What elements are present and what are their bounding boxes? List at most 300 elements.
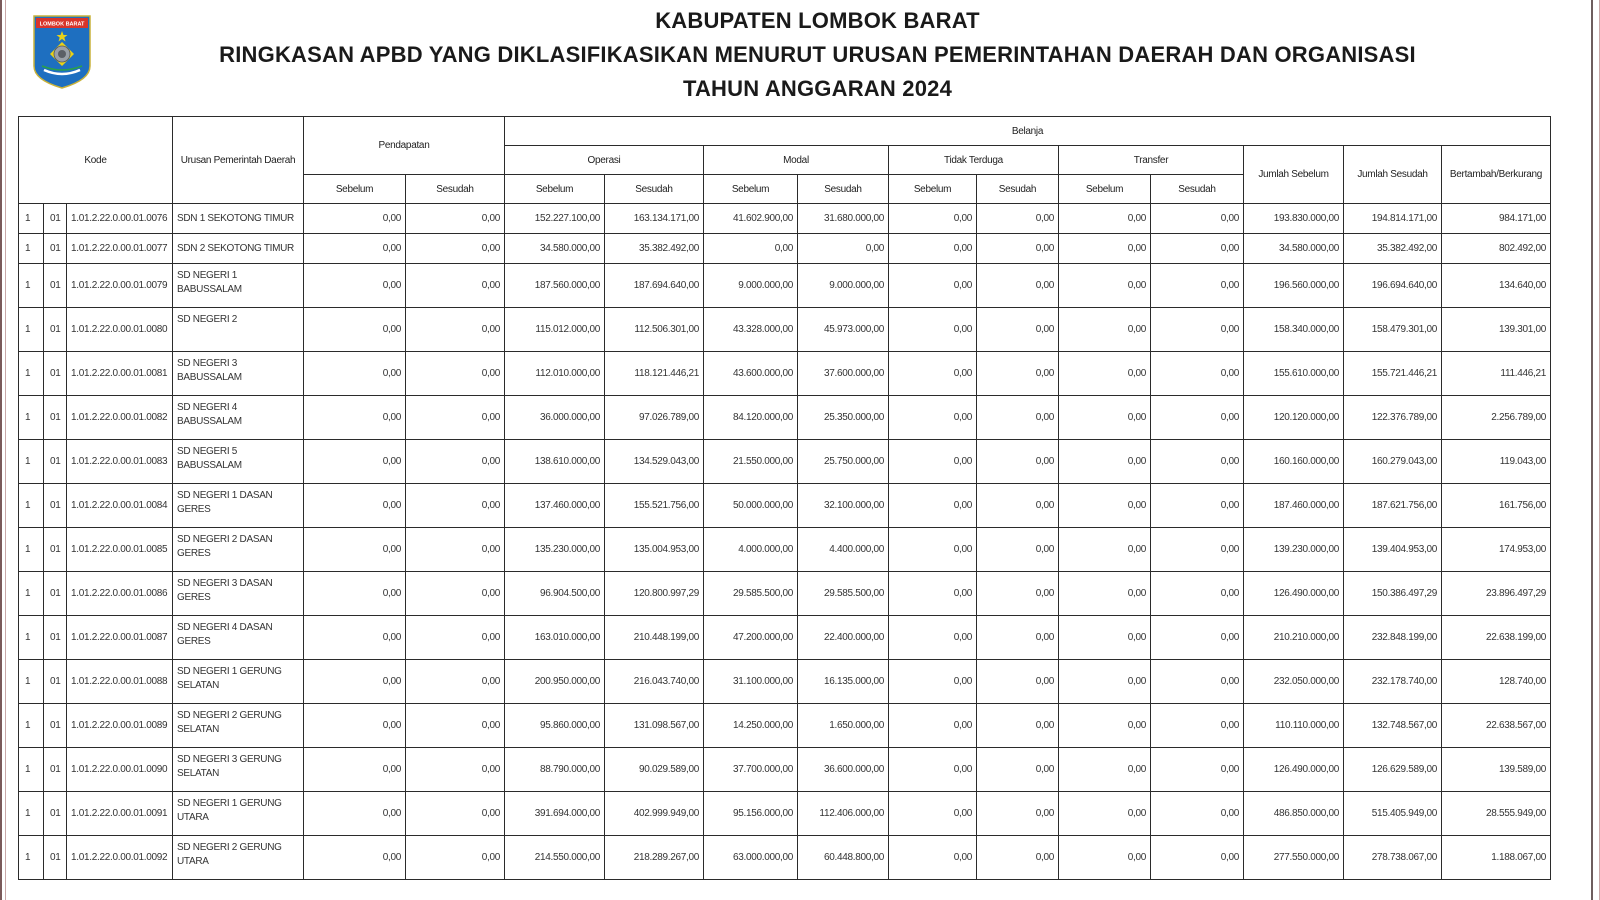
col-transfer-sesudah: 0,00 [1151,308,1244,352]
col-bertambah-berkurang: 23.896.497,29 [1442,572,1551,616]
col-bidang-code: 01 [44,352,67,396]
header-modal-sesudah: Sesudah [798,175,889,204]
col-operasi-sesudah: 187.694.640,00 [605,264,704,308]
col-transfer-sebelum: 0,00 [1059,396,1151,440]
header-operasi-sesudah: Sesudah [605,175,704,204]
col-operasi-sebelum: 214.550.000,00 [505,836,605,880]
header-transfer-sesudah: Sesudah [1151,175,1244,204]
col-modal-sesudah: 16.135.000,00 [798,660,889,704]
col-kode: 1.01.2.22.0.00.01.0084 [67,484,173,528]
lombok-barat-emblem-icon [32,14,92,90]
col-modal-sebelum: 47.200.000,00 [704,616,798,660]
col-pendapatan-sesudah: 0,00 [406,352,505,396]
col-operasi-sesudah: 35.382.492,00 [605,234,704,264]
col-bidang-code: 01 [44,616,67,660]
col-bertambah-berkurang: 22.638.567,00 [1442,704,1551,748]
col-transfer-sesudah: 0,00 [1151,836,1244,880]
col-operasi-sesudah: 131.098.567,00 [605,704,704,748]
header-operasi: Operasi [505,146,704,175]
col-modal-sesudah: 4.400.000,00 [798,528,889,572]
col-transfer-sesudah: 0,00 [1151,440,1244,484]
col-modal-sesudah: 29.585.500,00 [798,572,889,616]
col-jumlah-sebelum: 155.610.000,00 [1244,352,1344,396]
col-tidak-terduga-sesudah: 0,00 [977,572,1059,616]
col-urusan-name: SD NEGERI 3 GERUNG SELATAN [173,748,304,792]
col-pendapatan-sebelum: 0,00 [304,660,406,704]
col-urusan-name: SD NEGERI 2 GERUNG UTARA [173,836,304,880]
col-urusan-code: 1 [19,748,44,792]
col-tidak-terduga-sebelum: 0,00 [889,308,977,352]
col-bidang-code: 01 [44,572,67,616]
page-edge-left [0,0,6,900]
table-row [19,792,1551,836]
col-pendapatan-sebelum: 0,00 [304,396,406,440]
col-operasi-sebelum: 135.230.000,00 [505,528,605,572]
col-bidang-code: 01 [44,396,67,440]
col-tidak-terduga-sebelum: 0,00 [889,616,977,660]
col-operasi-sebelum: 152.227.100,00 [505,204,605,234]
col-bertambah-berkurang: 802.492,00 [1442,234,1551,264]
col-transfer-sebelum: 0,00 [1059,704,1151,748]
col-urusan-name: SD NEGERI 1 GERUNG UTARA [173,792,304,836]
col-jumlah-sebelum: 126.490.000,00 [1244,748,1344,792]
col-jumlah-sesudah: 160.279.043,00 [1344,440,1442,484]
col-urusan-code: 1 [19,704,44,748]
col-kode: 1.01.2.22.0.00.01.0080 [67,308,173,352]
header-jumlah-sesudah: Jumlah Sesudah [1344,146,1442,204]
header-pendapatan-sebelum: Sebelum [304,175,406,204]
col-bertambah-berkurang: 174.953,00 [1442,528,1551,572]
col-tidak-terduga-sesudah: 0,00 [977,396,1059,440]
col-pendapatan-sesudah: 0,00 [406,748,505,792]
table-row [19,572,1551,616]
col-pendapatan-sesudah: 0,00 [406,616,505,660]
header-transfer: Transfer [1059,146,1244,175]
title-line-year: TAHUN ANGGARAN 2024 [682,76,953,101]
col-transfer-sebelum: 0,00 [1059,352,1151,396]
col-transfer-sebelum: 0,00 [1059,204,1151,234]
col-modal-sebelum: 43.600.000,00 [704,352,798,396]
col-urusan-code: 1 [19,352,44,396]
col-jumlah-sebelum: 34.580.000,00 [1244,234,1344,264]
col-modal-sebelum: 9.000.000,00 [704,264,798,308]
col-jumlah-sesudah: 194.814.171,00 [1344,204,1442,234]
col-tidak-terduga-sesudah: 0,00 [977,234,1059,264]
col-bertambah-berkurang: 161.756,00 [1442,484,1551,528]
col-modal-sesudah: 0,00 [798,234,889,264]
col-bidang-code: 01 [44,528,67,572]
col-modal-sebelum: 37.700.000,00 [704,748,798,792]
table-row [19,616,1551,660]
col-operasi-sesudah: 90.029.589,00 [605,748,704,792]
col-modal-sebelum: 63.000.000,00 [704,836,798,880]
col-pendapatan-sebelum: 0,00 [304,352,406,396]
col-pendapatan-sesudah: 0,00 [406,204,505,234]
col-urusan-code: 1 [19,616,44,660]
col-operasi-sesudah: 135.004.953,00 [605,528,704,572]
col-transfer-sebelum: 0,00 [1059,792,1151,836]
col-jumlah-sesudah: 232.848.199,00 [1344,616,1442,660]
col-pendapatan-sebelum: 0,00 [304,528,406,572]
col-urusan-code: 1 [19,264,44,308]
col-tidak-terduga-sesudah: 0,00 [977,792,1059,836]
col-tidak-terduga-sebelum: 0,00 [889,352,977,396]
col-tidak-terduga-sesudah: 0,00 [977,660,1059,704]
col-pendapatan-sesudah: 0,00 [406,792,505,836]
col-urusan-code: 1 [19,440,44,484]
col-jumlah-sesudah: 122.376.789,00 [1344,396,1442,440]
col-modal-sesudah: 60.448.800,00 [798,836,889,880]
col-operasi-sesudah: 216.043.740,00 [605,660,704,704]
apbd-summary-table [18,116,1551,880]
col-jumlah-sesudah: 158.479.301,00 [1344,308,1442,352]
col-modal-sebelum: 84.120.000,00 [704,396,798,440]
col-tidak-terduga-sebelum: 0,00 [889,792,977,836]
col-tidak-terduga-sebelum: 0,00 [889,396,977,440]
col-modal-sesudah: 9.000.000,00 [798,264,889,308]
col-jumlah-sebelum: 110.110.000,00 [1244,704,1344,748]
col-jumlah-sesudah: 232.178.740,00 [1344,660,1442,704]
col-operasi-sesudah: 210.448.199,00 [605,616,704,660]
header-urusan: Urusan Pemerintah Daerah [173,117,304,204]
col-modal-sesudah: 25.750.000,00 [798,440,889,484]
col-tidak-terduga-sesudah: 0,00 [977,528,1059,572]
col-transfer-sesudah: 0,00 [1151,396,1244,440]
col-kode: 1.01.2.22.0.00.01.0089 [67,704,173,748]
header-modal-sebelum: Sebelum [704,175,798,204]
col-pendapatan-sebelum: 0,00 [304,748,406,792]
col-modal-sebelum: 0,00 [704,234,798,264]
col-transfer-sebelum: 0,00 [1059,308,1151,352]
table-row [19,660,1551,704]
col-jumlah-sebelum: 139.230.000,00 [1244,528,1344,572]
col-pendapatan-sebelum: 0,00 [304,836,406,880]
col-kode: 1.01.2.22.0.00.01.0087 [67,616,173,660]
col-urusan-name: SD NEGERI 4 BABUSSALAM [173,396,304,440]
table-row [19,748,1551,792]
col-urusan-name: SDN 1 SEKOTONG TIMUR [173,204,304,234]
col-tidak-terduga-sebelum: 0,00 [889,660,977,704]
col-kode: 1.01.2.22.0.00.01.0085 [67,528,173,572]
col-kode: 1.01.2.22.0.00.01.0092 [67,836,173,880]
col-transfer-sebelum: 0,00 [1059,264,1151,308]
col-pendapatan-sesudah: 0,00 [406,308,505,352]
col-pendapatan-sebelum: 0,00 [304,308,406,352]
col-modal-sebelum: 50.000.000,00 [704,484,798,528]
col-tidak-terduga-sebelum: 0,00 [889,264,977,308]
col-transfer-sesudah: 0,00 [1151,704,1244,748]
col-bidang-code: 01 [44,264,67,308]
col-transfer-sebelum: 0,00 [1059,748,1151,792]
col-kode: 1.01.2.22.0.00.01.0091 [67,792,173,836]
col-tidak-terduga-sebelum: 0,00 [889,572,977,616]
col-jumlah-sesudah: 35.382.492,00 [1344,234,1442,264]
col-jumlah-sesudah: 515.405.949,00 [1344,792,1442,836]
col-pendapatan-sebelum: 0,00 [304,264,406,308]
col-bertambah-berkurang: 134.640,00 [1442,264,1551,308]
col-transfer-sesudah: 0,00 [1151,748,1244,792]
col-operasi-sebelum: 163.010.000,00 [505,616,605,660]
col-tidak-terduga-sesudah: 0,00 [977,704,1059,748]
col-jumlah-sesudah: 132.748.567,00 [1344,704,1442,748]
col-jumlah-sebelum: 193.830.000,00 [1244,204,1344,234]
col-bidang-code: 01 [44,308,67,352]
col-bertambah-berkurang: 1.188.067,00 [1442,836,1551,880]
col-kode: 1.01.2.22.0.00.01.0081 [67,352,173,396]
col-pendapatan-sebelum: 0,00 [304,440,406,484]
col-transfer-sebelum: 0,00 [1059,660,1151,704]
col-urusan-code: 1 [19,308,44,352]
col-bertambah-berkurang: 128.740,00 [1442,660,1551,704]
col-operasi-sesudah: 155.521.756,00 [605,484,704,528]
table-row [19,308,1551,352]
col-pendapatan-sebelum: 0,00 [304,572,406,616]
col-pendapatan-sebelum: 0,00 [304,484,406,528]
col-pendapatan-sebelum: 0,00 [304,616,406,660]
col-urusan-code: 1 [19,234,44,264]
col-tidak-terduga-sesudah: 0,00 [977,352,1059,396]
col-urusan-name: SD NEGERI 1 GERUNG SELATAN [173,660,304,704]
table-row [19,704,1551,748]
col-jumlah-sesudah: 139.404.953,00 [1344,528,1442,572]
col-kode: 1.01.2.22.0.00.01.0082 [67,396,173,440]
col-jumlah-sebelum: 232.050.000,00 [1244,660,1344,704]
table-row [19,528,1551,572]
header-tidak-terduga: Tidak Terduga [889,146,1059,175]
col-modal-sesudah: 22.400.000,00 [798,616,889,660]
col-tidak-terduga-sesudah: 0,00 [977,836,1059,880]
col-urusan-name: SD NEGERI 1 BABUSSALAM [173,264,304,308]
col-pendapatan-sesudah: 0,00 [406,440,505,484]
col-bidang-code: 01 [44,204,67,234]
col-bertambah-berkurang: 119.043,00 [1442,440,1551,484]
col-modal-sesudah: 45.973.000,00 [798,308,889,352]
col-operasi-sesudah: 218.289.267,00 [605,836,704,880]
col-operasi-sebelum: 36.000.000,00 [505,396,605,440]
col-modal-sebelum: 31.100.000,00 [704,660,798,704]
col-bidang-code: 01 [44,704,67,748]
col-operasi-sebelum: 115.012.000,00 [505,308,605,352]
col-kode: 1.01.2.22.0.00.01.0088 [67,660,173,704]
col-operasi-sesudah: 402.999.949,00 [605,792,704,836]
col-urusan-code: 1 [19,204,44,234]
col-urusan-code: 1 [19,572,44,616]
header-operasi-sebelum: Sebelum [505,175,605,204]
header-bertambah-berkurang: Bertambah/Berkurang [1442,146,1551,204]
col-jumlah-sebelum: 210.210.000,00 [1244,616,1344,660]
col-modal-sesudah: 32.100.000,00 [798,484,889,528]
table-row [19,352,1551,396]
col-modal-sebelum: 43.328.000,00 [704,308,798,352]
table-row [19,396,1551,440]
col-modal-sesudah: 31.680.000,00 [798,204,889,234]
header-pendapatan: Pendapatan [304,117,505,175]
col-urusan-code: 1 [19,484,44,528]
col-operasi-sebelum: 88.790.000,00 [505,748,605,792]
col-bertambah-berkurang: 984.171,00 [1442,204,1551,234]
col-modal-sebelum: 95.156.000,00 [704,792,798,836]
col-pendapatan-sesudah: 0,00 [406,396,505,440]
col-urusan-name: SD NEGERI 3 BABUSSALAM [173,352,304,396]
col-transfer-sesudah: 0,00 [1151,204,1244,234]
col-bidang-code: 01 [44,748,67,792]
col-operasi-sesudah: 120.800.997,29 [605,572,704,616]
col-urusan-name: SD NEGERI 2 DASAN GERES [173,528,304,572]
col-pendapatan-sesudah: 0,00 [406,572,505,616]
col-operasi-sesudah: 134.529.043,00 [605,440,704,484]
col-tidak-terduga-sesudah: 0,00 [977,616,1059,660]
col-tidak-terduga-sebelum: 0,00 [889,484,977,528]
col-tidak-terduga-sesudah: 0,00 [977,204,1059,234]
col-transfer-sebelum: 0,00 [1059,836,1151,880]
table-row [19,484,1551,528]
col-tidak-terduga-sebelum: 0,00 [889,204,977,234]
col-bertambah-berkurang: 139.301,00 [1442,308,1551,352]
col-pendapatan-sesudah: 0,00 [406,704,505,748]
title-line-region: KABUPATEN LOMBOK BARAT [655,8,980,33]
col-modal-sesudah: 25.350.000,00 [798,396,889,440]
col-pendapatan-sesudah: 0,00 [406,264,505,308]
col-pendapatan-sesudah: 0,00 [406,660,505,704]
col-pendapatan-sebelum: 0,00 [304,204,406,234]
header-tidak-terduga-sebelum: Sebelum [889,175,977,204]
col-tidak-terduga-sesudah: 0,00 [977,748,1059,792]
col-bertambah-berkurang: 28.555.949,00 [1442,792,1551,836]
col-transfer-sebelum: 0,00 [1059,440,1151,484]
document-title [120,4,1515,106]
table-row [19,264,1551,308]
col-modal-sesudah: 1.650.000,00 [798,704,889,748]
col-urusan-name: SD NEGERI 1 DASAN GERES [173,484,304,528]
col-jumlah-sesudah: 126.629.589,00 [1344,748,1442,792]
col-jumlah-sesudah: 278.738.067,00 [1344,836,1442,880]
header-modal: Modal [704,146,889,175]
col-jumlah-sesudah: 196.694.640,00 [1344,264,1442,308]
col-urusan-name: SDN 2 SEKOTONG TIMUR [173,234,304,264]
col-jumlah-sebelum: 486.850.000,00 [1244,792,1344,836]
col-bidang-code: 01 [44,660,67,704]
page-edge-right [1591,0,1600,900]
col-tidak-terduga-sebelum: 0,00 [889,234,977,264]
col-jumlah-sebelum: 196.560.000,00 [1244,264,1344,308]
col-kode: 1.01.2.22.0.00.01.0086 [67,572,173,616]
col-urusan-code: 1 [19,396,44,440]
table-row [19,440,1551,484]
table-row [19,204,1551,234]
col-operasi-sebelum: 138.610.000,00 [505,440,605,484]
col-pendapatan-sebelum: 0,00 [304,792,406,836]
svg-text:LOMBOK BARAT: LOMBOK BARAT [39,21,85,28]
col-tidak-terduga-sebelum: 0,00 [889,528,977,572]
col-urusan-code: 1 [19,660,44,704]
header-transfer-sebelum: Sebelum [1059,175,1151,204]
col-urusan-code: 1 [19,792,44,836]
col-kode: 1.01.2.22.0.00.01.0090 [67,748,173,792]
col-tidak-terduga-sesudah: 0,00 [977,484,1059,528]
col-pendapatan-sesudah: 0,00 [406,528,505,572]
col-operasi-sesudah: 163.134.171,00 [605,204,704,234]
header-jumlah-sebelum: Jumlah Sebelum [1244,146,1344,204]
col-pendapatan-sesudah: 0,00 [406,836,505,880]
col-jumlah-sebelum: 158.340.000,00 [1244,308,1344,352]
col-transfer-sebelum: 0,00 [1059,528,1151,572]
col-operasi-sebelum: 391.694.000,00 [505,792,605,836]
col-transfer-sebelum: 0,00 [1059,484,1151,528]
col-modal-sebelum: 4.000.000,00 [704,528,798,572]
col-kode: 1.01.2.22.0.00.01.0076 [67,204,173,234]
col-urusan-name: SD NEGERI 2 [173,308,304,352]
col-bidang-code: 01 [44,836,67,880]
col-tidak-terduga-sesudah: 0,00 [977,308,1059,352]
col-jumlah-sebelum: 187.460.000,00 [1244,484,1344,528]
col-tidak-terduga-sesudah: 0,00 [977,264,1059,308]
col-urusan-name: SD NEGERI 2 GERUNG SELATAN [173,704,304,748]
col-operasi-sebelum: 137.460.000,00 [505,484,605,528]
col-operasi-sebelum: 95.860.000,00 [505,704,605,748]
col-bertambah-berkurang: 22.638.199,00 [1442,616,1551,660]
table-body [19,204,1551,880]
col-bidang-code: 01 [44,234,67,264]
col-operasi-sebelum: 112.010.000,00 [505,352,605,396]
col-operasi-sebelum: 96.904.500,00 [505,572,605,616]
col-jumlah-sebelum: 126.490.000,00 [1244,572,1344,616]
col-transfer-sebelum: 0,00 [1059,234,1151,264]
col-urusan-code: 1 [19,836,44,880]
col-transfer-sesudah: 0,00 [1151,572,1244,616]
col-bertambah-berkurang: 2.256.789,00 [1442,396,1551,440]
col-kode: 1.01.2.22.0.00.01.0079 [67,264,173,308]
table-row [19,234,1551,264]
col-kode: 1.01.2.22.0.00.01.0077 [67,234,173,264]
header-tidak-terduga-sesudah: Sesudah [977,175,1059,204]
col-modal-sesudah: 37.600.000,00 [798,352,889,396]
table-row [19,836,1551,880]
col-bidang-code: 01 [44,440,67,484]
col-operasi-sebelum: 200.950.000,00 [505,660,605,704]
col-bertambah-berkurang: 139.589,00 [1442,748,1551,792]
col-tidak-terduga-sebelum: 0,00 [889,748,977,792]
col-jumlah-sesudah: 150.386.497,29 [1344,572,1442,616]
col-operasi-sesudah: 118.121.446,21 [605,352,704,396]
col-operasi-sebelum: 34.580.000,00 [505,234,605,264]
col-modal-sebelum: 41.602.900,00 [704,204,798,234]
col-tidak-terduga-sesudah: 0,00 [977,440,1059,484]
col-transfer-sesudah: 0,00 [1151,484,1244,528]
header-belanja: Belanja [505,117,1551,146]
col-modal-sesudah: 36.600.000,00 [798,748,889,792]
col-transfer-sesudah: 0,00 [1151,792,1244,836]
col-modal-sesudah: 112.406.000,00 [798,792,889,836]
col-operasi-sesudah: 112.506.301,00 [605,308,704,352]
col-pendapatan-sesudah: 0,00 [406,484,505,528]
col-pendapatan-sesudah: 0,00 [406,234,505,264]
col-transfer-sebelum: 0,00 [1059,572,1151,616]
col-jumlah-sesudah: 187.621.756,00 [1344,484,1442,528]
col-transfer-sesudah: 0,00 [1151,264,1244,308]
col-modal-sebelum: 29.585.500,00 [704,572,798,616]
col-urusan-name: SD NEGERI 4 DASAN GERES [173,616,304,660]
col-transfer-sebelum: 0,00 [1059,616,1151,660]
col-pendapatan-sebelum: 0,00 [304,234,406,264]
col-transfer-sesudah: 0,00 [1151,234,1244,264]
col-transfer-sesudah: 0,00 [1151,616,1244,660]
col-pendapatan-sebelum: 0,00 [304,704,406,748]
col-kode: 1.01.2.22.0.00.01.0083 [67,440,173,484]
col-jumlah-sebelum: 277.550.000,00 [1244,836,1344,880]
col-urusan-name: SD NEGERI 3 DASAN GERES [173,572,304,616]
col-bidang-code: 01 [44,484,67,528]
col-bertambah-berkurang: 111.446,21 [1442,352,1551,396]
